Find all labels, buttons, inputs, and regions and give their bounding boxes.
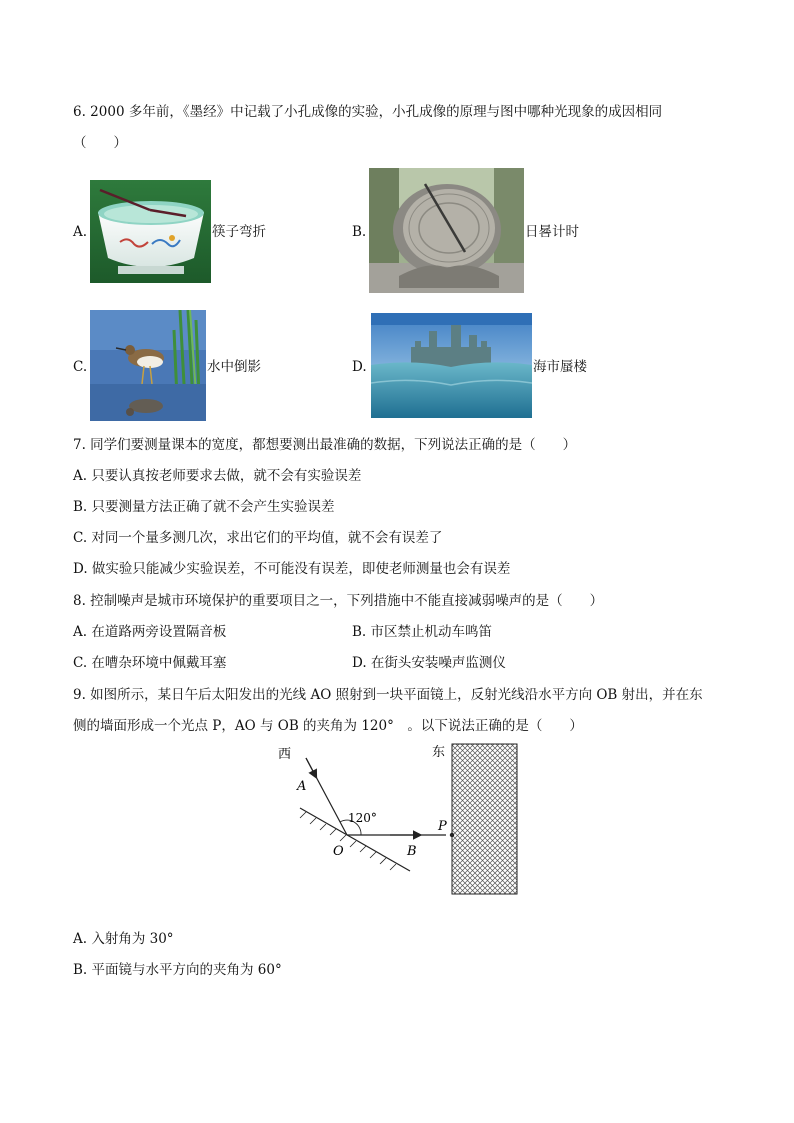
q6-option-b-caption: 日晷计时 xyxy=(525,224,579,240)
label-b: B xyxy=(407,844,417,859)
q6-answer-paren: （ ） xyxy=(73,135,127,151)
q6-option-d-caption: 海市蜃楼 xyxy=(533,359,587,375)
q8-option-a: A. 在道路两旁设置隔音板 xyxy=(73,624,227,640)
reflection-diagram xyxy=(270,738,530,898)
q8-option-b: B. 市区禁止机动车鸣笛 xyxy=(352,624,493,640)
q7-option-d: D. 做实验只能减少实验误差，不可能没有误差，即使老师测量也会有误差 xyxy=(73,561,511,577)
bird-reflection-photo xyxy=(90,310,206,421)
q6-stem: 6. 2000 多年前，《墨经》中记载了小孔成像的实验，小孔成像的原理与图中哪种光现象的成因相同 xyxy=(73,104,663,120)
q9-stem-line2: 侧的墙面形成一个光点 P，AO 与 OB 的夹角为 120° 。以下说法正确的是（ ） xyxy=(73,718,583,734)
label-a: A xyxy=(297,779,307,794)
q8-option-c: C. 在嘈杂环境中佩戴耳塞 xyxy=(73,655,227,671)
incident-ray-arrow xyxy=(306,758,316,777)
q7-option-c: C. 对同一个量多测几次，求出它们的平均值，就不会有误差了 xyxy=(73,530,443,546)
q6-option-c-caption: 水中倒影 xyxy=(207,359,261,375)
q6-option-a-caption: 筷子弯折 xyxy=(212,224,266,240)
q6-option-b-letter: B. xyxy=(352,224,367,240)
q6-option-d-letter: D. xyxy=(352,359,367,375)
q7-option-a: A. 只要认真按老师要求去做，就不会有实验误差 xyxy=(73,468,362,484)
label-p: P xyxy=(438,819,447,834)
light-spot-p xyxy=(450,833,454,837)
east-label: 东 xyxy=(432,745,446,760)
label-o: O xyxy=(333,844,344,859)
q9-option-a: A. 入射角为 30° xyxy=(73,931,174,947)
q8-stem: 8. 控制噪声是城市环境保护的重要项目之一，下列措施中不能直接减弱噪声的是（ ） xyxy=(73,593,604,609)
q9-option-b: B. 平面镜与水平方向的夹角为 60° xyxy=(73,962,282,978)
q6-option-a-letter: A. xyxy=(73,224,88,240)
q7-option-b: B. 只要测量方法正确了就不会产生实验误差 xyxy=(73,499,335,515)
angle-label: 120° xyxy=(348,811,377,825)
sundial-photo xyxy=(369,168,524,293)
q7-stem: 7. 同学们要测量课本的宽度，都想要测出最准确的数据，下列说法正确的是（ ） xyxy=(73,437,577,453)
east-wall xyxy=(452,744,517,894)
west-label: 西 xyxy=(278,747,292,762)
mirage-castle-photo xyxy=(371,313,532,418)
q6-option-c-letter: C. xyxy=(73,359,88,375)
chopsticks-in-bowl-photo xyxy=(90,180,211,283)
q8-option-d: D. 在街头安装噪声监测仪 xyxy=(352,655,506,671)
q9-stem-line1: 9. 如图所示，某日午后太阳发出的光线 AO 照射到一块平面镜上，反射光线沿水平方向 OB 射出，并在东 xyxy=(73,687,703,703)
